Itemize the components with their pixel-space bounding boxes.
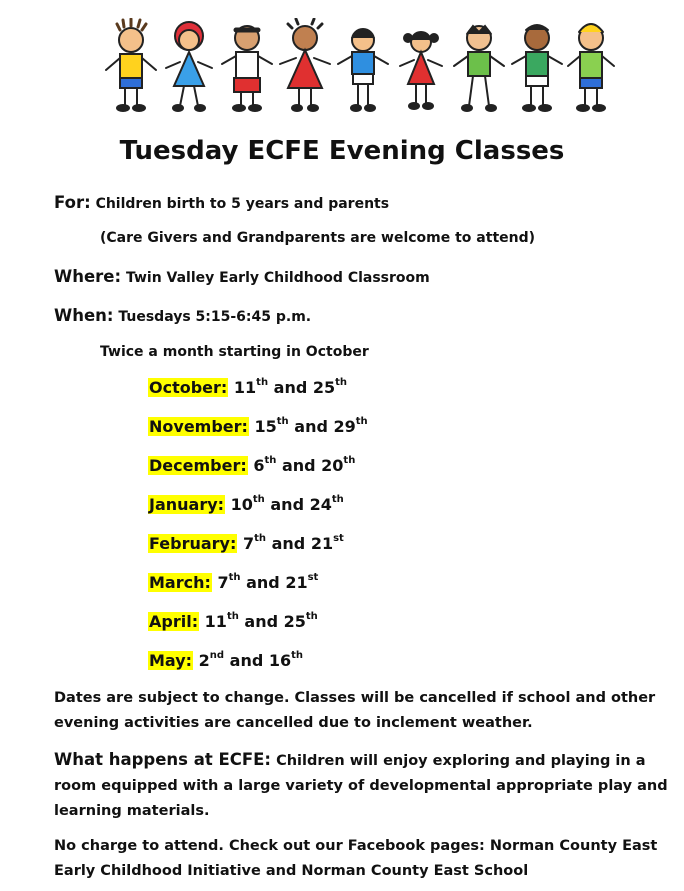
date-conjunction: and: [246, 573, 280, 592]
date-1-suffix: th: [228, 571, 241, 583]
date-1-suffix: th: [256, 376, 269, 388]
date-conjunction: and: [270, 495, 305, 514]
notice-paragraph: Dates are subject to change. Classes will be cancelled if school and other evening activities are cancelled due to inclement weather.: [54, 690, 656, 731]
schedule-row: [148, 378, 347, 397]
date-2: 29: [333, 417, 356, 436]
date-conjunction: and: [229, 651, 264, 670]
date-1: 2: [198, 651, 210, 670]
date-1: 7: [242, 534, 255, 553]
date-conjunction: and: [273, 378, 308, 397]
for-note: (Care Givers and Grandparents are welcome to attend): [100, 230, 536, 246]
date-2: 25: [283, 612, 306, 631]
date-2: 25: [312, 378, 336, 397]
date-1: 10: [230, 495, 253, 514]
schedule-row: [148, 612, 318, 631]
schedule-row: [148, 573, 318, 592]
what-paragraph: [54, 747, 674, 824]
date-1-suffix: th: [254, 532, 267, 544]
children-banner-icon: [96, 18, 616, 118]
date-1: 15: [254, 417, 277, 436]
for-line: [54, 193, 389, 212]
footer-paragraph: No charge to attend. Check out our Facebook pages: Norman County East Early Childhood Initiative and Norman County East School: [54, 838, 658, 879]
schedule-row: [148, 534, 344, 553]
schedule-row: [148, 651, 303, 670]
date-2-suffix: th: [331, 493, 344, 505]
date-1: 6: [253, 456, 265, 475]
page-title: Tuesday ECFE Evening Classes: [119, 136, 565, 166]
date-1: 7: [217, 573, 229, 592]
month-label: October:: [149, 378, 228, 397]
date-2-suffix: st: [307, 571, 319, 583]
date-2-suffix: th: [355, 415, 368, 427]
month-label: February:: [149, 534, 237, 553]
date-2: 21: [310, 534, 334, 553]
when-label: When:: [54, 306, 114, 325]
date-2: 21: [285, 573, 308, 592]
date-2-suffix: th: [335, 376, 348, 388]
when-value: Tuesdays 5:15-6:45 p.m.: [118, 309, 312, 325]
month-label: January:: [149, 495, 225, 514]
date-conjunction: and: [281, 456, 316, 475]
date-1-suffix: th: [226, 610, 239, 622]
date-2: 24: [309, 495, 332, 514]
date-1: 11: [204, 612, 227, 631]
month-label: December:: [149, 456, 247, 475]
date-2-suffix: th: [343, 454, 356, 466]
date-1: 11: [233, 378, 257, 397]
month-label: March:: [149, 573, 211, 592]
date-2-suffix: th: [305, 610, 318, 622]
where-label: Where:: [54, 267, 122, 286]
date-2: 20: [321, 456, 344, 475]
date-1-suffix: th: [276, 415, 289, 427]
when-line: [54, 306, 311, 325]
where-value: Twin Valley Early Childhood Classroom: [125, 270, 430, 286]
schedule-row: [148, 456, 355, 475]
date-1-suffix: nd: [209, 649, 225, 661]
date-conjunction: and: [244, 612, 279, 631]
month-label: April:: [149, 612, 199, 631]
schedule-row: [148, 417, 368, 436]
for-value: Children birth to 5 years and parents: [95, 196, 390, 212]
for-label: For:: [54, 193, 91, 212]
where-line: [54, 267, 430, 286]
date-2-suffix: th: [291, 649, 304, 661]
month-label: May:: [149, 651, 193, 670]
when-note: Twice a month starting in October: [100, 344, 369, 360]
date-1-suffix: th: [252, 493, 265, 505]
what-value: Children will enjoy exploring and playing in a room equipped with a large variety of developmental appropriate play and learning materials.: [54, 753, 668, 819]
date-conjunction: and: [294, 417, 328, 436]
date-conjunction: and: [271, 534, 306, 553]
date-2: 16: [268, 651, 292, 670]
month-label: November:: [149, 417, 248, 436]
schedule-row: [148, 495, 344, 514]
date-1-suffix: th: [264, 454, 277, 466]
what-label: What happens at ECFE:: [54, 750, 272, 769]
date-2-suffix: st: [333, 532, 344, 544]
